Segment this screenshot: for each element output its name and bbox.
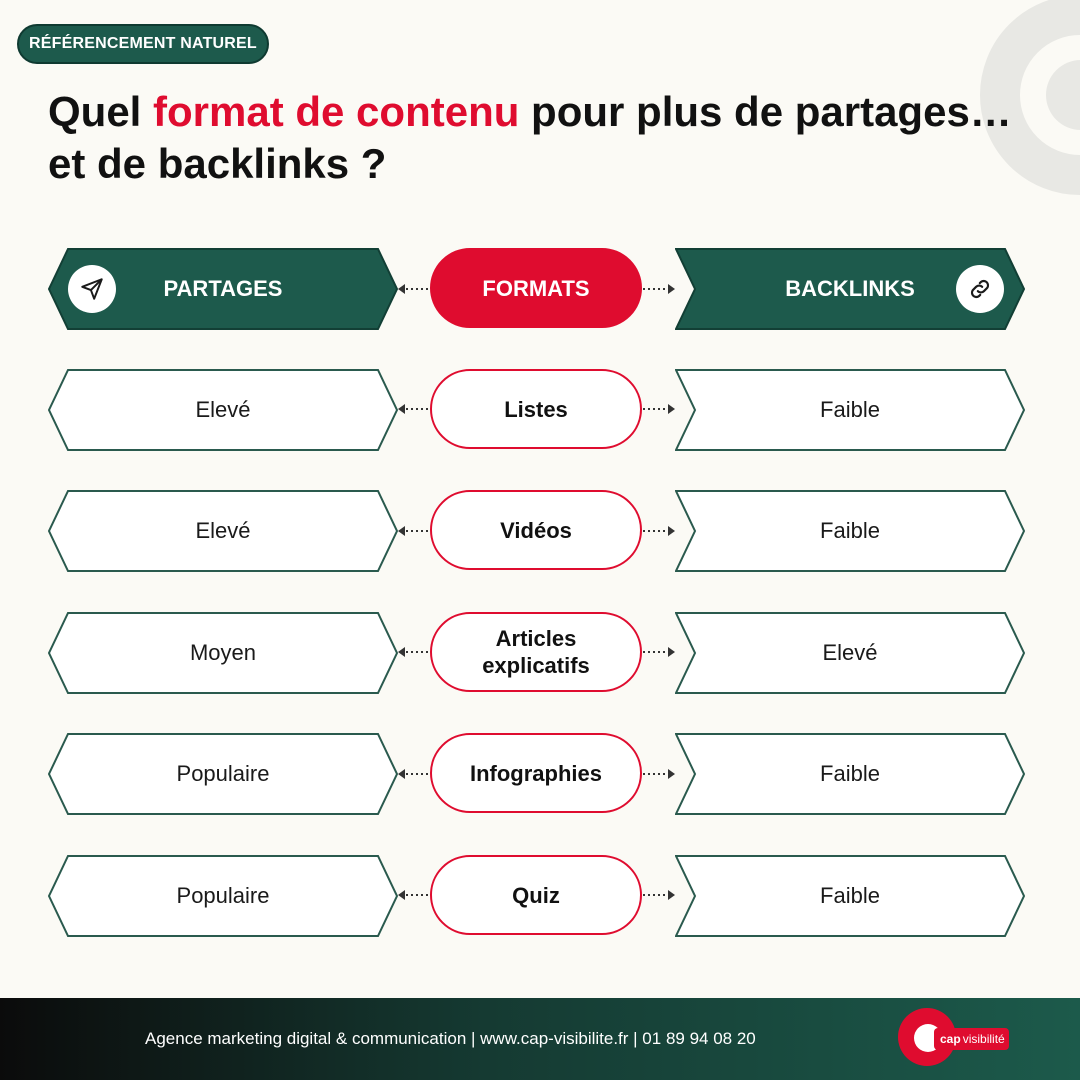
row-5-partages-value: Populaire — [176, 883, 270, 908]
title-part1: Quel — [48, 88, 154, 135]
connector-left-4 — [397, 768, 431, 780]
header-formats: FORMATS — [430, 248, 642, 328]
category-tag: RÉFÉRENCEMENT NATUREL — [17, 24, 269, 64]
row-1-partages — [48, 369, 398, 451]
row-1-backlinks — [675, 369, 1025, 451]
brand-logo — [898, 1008, 1018, 1068]
row-4-partages-value: Populaire — [176, 761, 270, 786]
row-5-backlinks-value: Faible — [820, 883, 880, 908]
row-2-partages — [48, 490, 398, 572]
row-5-format: Quiz — [430, 855, 642, 935]
connector-left-1 — [397, 403, 431, 415]
title-accent: format de contenu — [153, 88, 520, 135]
row-3-partages — [48, 612, 398, 694]
row-3-partages-value: Moyen — [189, 640, 257, 665]
row-4-backlinks — [675, 733, 1025, 815]
logo-word-visibilite: visibilité — [962, 1032, 1005, 1046]
row-2-backlinks — [675, 490, 1025, 572]
connector-right-3 — [642, 646, 676, 658]
connector-right-head — [642, 283, 676, 295]
logo-wordmark — [934, 1028, 1009, 1050]
connector-right-5 — [642, 889, 676, 901]
connector-right-1 — [642, 403, 676, 415]
paper-plane-icon — [68, 265, 116, 313]
row-3-backlinks-value: Elevé — [822, 640, 878, 665]
row-2-backlinks-value: Faible — [820, 518, 880, 543]
row-5-partages — [48, 855, 398, 937]
header-backlinks-label: BACKLINKS — [785, 276, 915, 301]
row-3-backlinks — [675, 612, 1025, 694]
row-2-partages-value: Elevé — [195, 518, 251, 543]
connector-left-head — [397, 283, 431, 295]
header-partages-label: PARTAGES — [163, 276, 283, 301]
logo-word-cap: cap — [940, 1032, 961, 1046]
link-icon — [956, 265, 1004, 313]
row-3-format: Articles explicatifs — [430, 612, 642, 692]
connector-right-4 — [642, 768, 676, 780]
row-4-format: Infographies — [430, 733, 642, 813]
connector-right-2 — [642, 525, 676, 537]
row-1-backlinks-value: Faible — [820, 397, 880, 422]
row-5-backlinks — [675, 855, 1025, 937]
row-2-format: Vidéos — [430, 490, 642, 570]
row-4-backlinks-value: Faible — [820, 761, 880, 786]
row-1-format: Listes — [430, 369, 642, 449]
connector-left-3 — [397, 646, 431, 658]
row-4-partages — [48, 733, 398, 815]
title-part2: pour plus de partages… et de backlinks ? — [48, 88, 1012, 187]
row-1-partages-value: Elevé — [195, 397, 251, 422]
footer-contact-text: Agence marketing digital & communication | www.cap-visibilite.fr | 01 89 94 08 20 — [145, 1029, 756, 1048]
connector-left-5 — [397, 889, 431, 901]
connector-left-2 — [397, 525, 431, 537]
